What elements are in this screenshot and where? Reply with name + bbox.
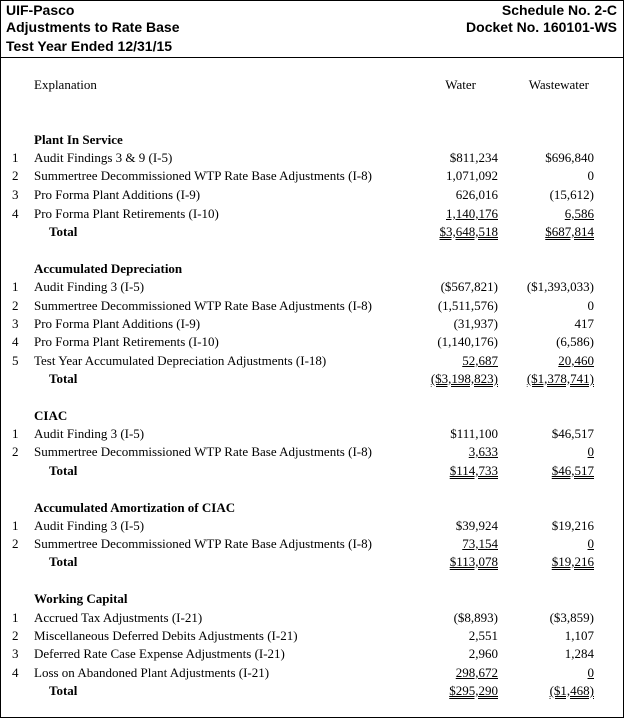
water-value: 2,551 [468, 628, 498, 643]
water-total: $3,648,518 [439, 224, 498, 239]
line-number: 4 [12, 206, 19, 221]
company-name: UIF-Pasco [6, 2, 75, 18]
row-label: Audit Findings 3 & 9 (I-5) [34, 150, 173, 165]
line-number: 1 [12, 150, 19, 165]
row-label: Summertree Decommissioned WTP Rate Base Adjustments (I-8) [34, 298, 372, 313]
row-label: Test Year Accumulated Depreciation Adjustments (I-18) [34, 353, 327, 368]
column-header-wastewater: Wastewater [528, 77, 589, 92]
water-value: $111,100 [450, 426, 498, 441]
wastewater-value: 20,460 [558, 353, 594, 368]
schedule-number: Schedule No. 2-C [501, 2, 617, 18]
wastewater-total: $19,216 [551, 554, 594, 569]
wastewater-value: ($3,859) [549, 610, 594, 625]
row-label: Pro Forma Plant Additions (I-9) [34, 187, 201, 202]
water-total: $113,078 [449, 554, 498, 569]
row-label: Loss on Abandoned Plant Adjustments (I-21) [34, 665, 270, 680]
section-title: Working Capital [34, 591, 128, 606]
water-value: 73,154 [462, 536, 498, 551]
water-value: ($567,821) [440, 279, 498, 294]
wastewater-value: 1,284 [564, 646, 594, 661]
water-total: ($3,198,823) [430, 371, 498, 386]
water-total: $295,290 [449, 683, 498, 698]
water-value: 3,633 [468, 444, 498, 459]
header-divider [1, 57, 623, 58]
row-label: Audit Finding 3 (I-5) [34, 426, 145, 441]
line-number: 3 [12, 646, 19, 661]
wastewater-value: 0 [587, 536, 594, 551]
section-title: Plant In Service [34, 132, 123, 147]
wastewater-value: 0 [587, 444, 594, 459]
line-number: 1 [12, 279, 19, 294]
wastewater-total: ($1,378,741) [526, 371, 594, 386]
line-number: 2 [12, 168, 19, 183]
row-label: Pro Forma Plant Additions (I-9) [34, 316, 201, 331]
row-label: Deferred Rate Case Expense Adjustments (I-21) [34, 646, 285, 661]
wastewater-total: ($1,468) [549, 683, 594, 698]
wastewater-value: $696,840 [545, 150, 594, 165]
total-label: Total [49, 224, 78, 239]
column-header-explanation: Explanation [34, 77, 97, 92]
test-year: Test Year Ended 12/31/15 [6, 38, 173, 54]
wastewater-value: 6,586 [564, 206, 594, 221]
wastewater-value: 417 [574, 316, 594, 331]
line-number: 3 [12, 187, 19, 202]
section-title: Accumulated Depreciation [34, 261, 183, 276]
line-number: 2 [12, 628, 19, 643]
water-value: 2,960 [468, 646, 498, 661]
line-number: 2 [12, 298, 19, 313]
water-value: 1,071,092 [446, 168, 498, 183]
wastewater-value: (15,612) [549, 187, 594, 202]
line-number: 1 [12, 610, 19, 625]
water-value: 298,672 [455, 665, 498, 680]
schedule-title: Adjustments to Rate Base [6, 19, 180, 35]
row-label: Pro Forma Plant Retirements (I-10) [34, 206, 219, 221]
total-label: Total [49, 463, 78, 478]
total-label: Total [49, 683, 78, 698]
wastewater-total: $687,814 [545, 224, 594, 239]
line-number: 2 [12, 444, 19, 459]
line-number: 3 [12, 316, 19, 331]
line-number: 5 [12, 353, 19, 368]
water-value: (31,937) [453, 316, 498, 331]
water-value: $39,924 [455, 518, 498, 533]
row-label: Miscellaneous Deferred Debits Adjustments (I-21) [34, 628, 298, 643]
wastewater-value: 0 [587, 168, 594, 183]
row-label: Pro Forma Plant Retirements (I-10) [34, 334, 219, 349]
row-label: Accrued Tax Adjustments (I-21) [34, 610, 203, 625]
section-title: CIAC [34, 408, 68, 423]
line-number: 4 [12, 334, 19, 349]
row-label: Summertree Decommissioned WTP Rate Base Adjustments (I-8) [34, 536, 372, 551]
wastewater-value: $46,517 [551, 426, 594, 441]
section-title: Accumulated Amortization of CIAC [34, 500, 236, 515]
wastewater-value: 0 [587, 298, 594, 313]
line-number: 4 [12, 665, 19, 680]
water-value: ($8,893) [453, 610, 498, 625]
row-label: Audit Finding 3 (I-5) [34, 279, 145, 294]
docket-number: Docket No. 160101-WS [466, 19, 617, 35]
water-value: (1,140,176) [437, 334, 498, 349]
wastewater-value: (6,586) [556, 334, 594, 349]
wastewater-value: $19,216 [551, 518, 594, 533]
wastewater-value: ($1,393,033) [526, 279, 594, 294]
water-value: 52,687 [462, 353, 498, 368]
wastewater-total: $46,517 [551, 463, 594, 478]
water-value: $811,234 [449, 150, 498, 165]
row-label: Audit Finding 3 (I-5) [34, 518, 145, 533]
row-label: Summertree Decommissioned WTP Rate Base Adjustments (I-8) [34, 168, 372, 183]
total-label: Total [49, 554, 78, 569]
water-total: $114,733 [449, 463, 498, 478]
wastewater-value: 0 [587, 665, 594, 680]
water-value: (1,511,576) [437, 298, 498, 313]
column-header-water: Water [445, 77, 476, 92]
row-label: Summertree Decommissioned WTP Rate Base Adjustments (I-8) [34, 444, 372, 459]
line-number: 2 [12, 536, 19, 551]
water-value: 1,140,176 [446, 206, 498, 221]
wastewater-value: 1,107 [564, 628, 594, 643]
water-value: 626,016 [455, 187, 498, 202]
total-label: Total [49, 371, 78, 386]
line-number: 1 [12, 426, 19, 441]
line-number: 1 [12, 518, 19, 533]
